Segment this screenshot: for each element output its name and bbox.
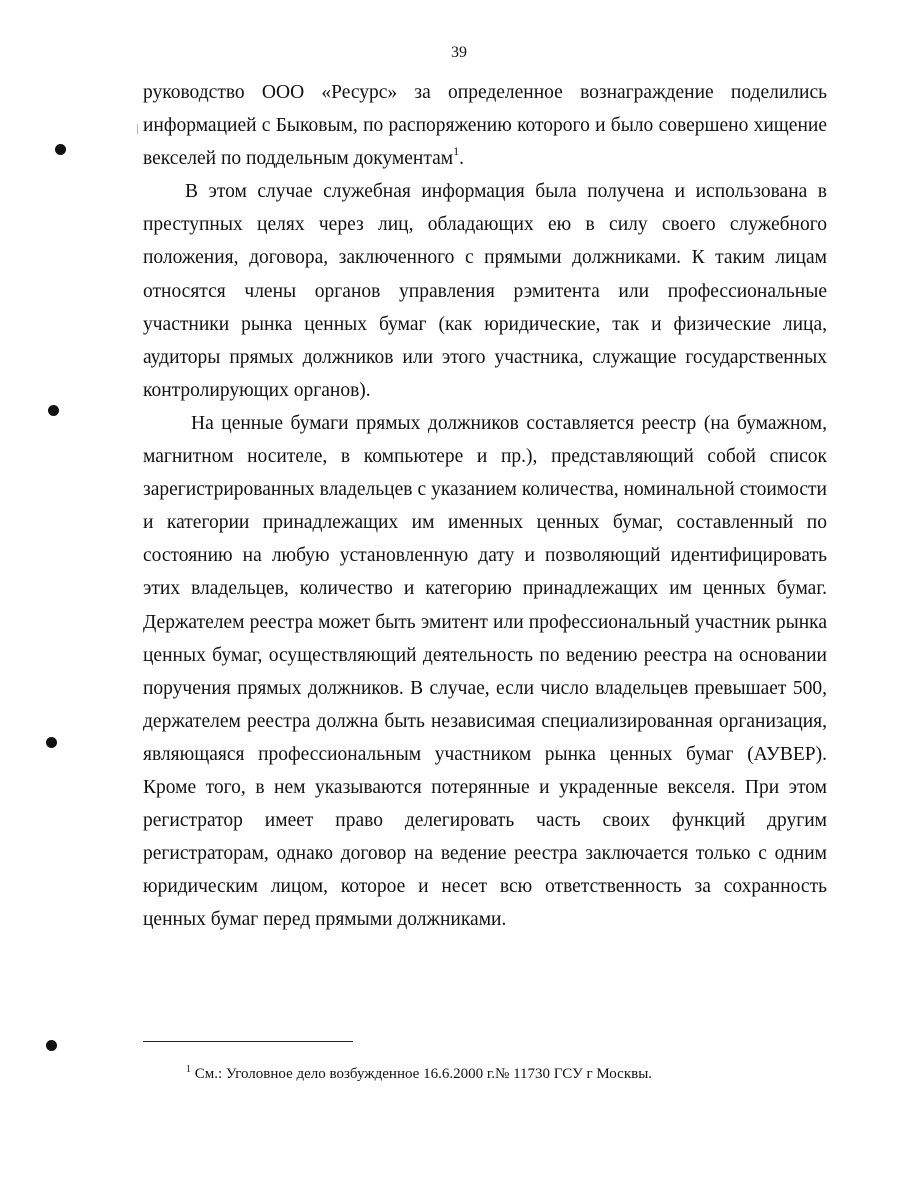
paragraph-2: В этом случае служебная информация была получена и использована в преступных целях через лиц, обладающих ею в силу своего служебного положения, договора, заключенного с прямыми должниками. К таким лицам относятся члены органов управления рэмитента или профессиональные участники рынка ценных бумаг (как юридические, так и физические лица, аудиторы прямых должников или этого участника, служащие государственных контролирующих органов). xyxy=(143,181,827,401)
body-text xyxy=(143,76,827,936)
paragraph-3: На ценные бумаги прямых должников составляется реестр (на бумажном, магнитном носителе, в компьютере и пр.), представляющий собой список зарегистрированных владельцев с указанием количества, номинальной стоимости и категории принадлежащих им именных ценных бумаг, составленный по состоянию на любую установленную дату и позволяющий идентифицировать этих владельцев, количество и категорию принадлежащих им ценных бумаг. Держателем реестра может быть эмитент или профессиональный участник рынка ценных бумаг, осуществляющий деятельность по ведению реестра на основании поручения прямых должников. В случае, если число владельцев превышает 500, держателем реестра должна быть независимая специализированная организация, являющаяся профессиональным участником рынка ценных бумаг (АУВЕР). Кроме того, в нем указываются потерянные и украденные векселя. При этом регистратор имеет право делегировать часть своих функций другим регистраторам, однако договор на ведение реестра заключается только с одним юридическим лицом, которое и несет всю ответственность за сохранность ценных бумаг перед прямыми должниками. xyxy=(143,412,827,931)
punch-hole-mark xyxy=(46,737,57,748)
punch-hole-mark xyxy=(46,1040,57,1051)
paragraph-1 xyxy=(143,76,827,175)
paragraph-1-end: . xyxy=(459,148,464,170)
punch-hole-mark xyxy=(55,144,66,155)
punch-hole-mark xyxy=(48,405,59,416)
footnote-text: См.: Уголовное дело возбужденное 16.6.2000 г.№ 11730 ГСУ г Москвы. xyxy=(191,1066,653,1082)
page-number: 39 xyxy=(451,44,467,61)
paragraph-1-text: руководство ООО «Ресурс» за определенное вознаграждение поделились информацией с Быковым, по распоряжению которого и было совершено хищение векселей по поддельным документам xyxy=(143,82,827,170)
footnote-marker: 1 xyxy=(186,1064,191,1075)
margin-mark xyxy=(137,124,138,134)
footnote xyxy=(186,1066,652,1083)
footnote-separator xyxy=(143,1041,353,1042)
footnote-reference: 1 xyxy=(453,144,460,159)
